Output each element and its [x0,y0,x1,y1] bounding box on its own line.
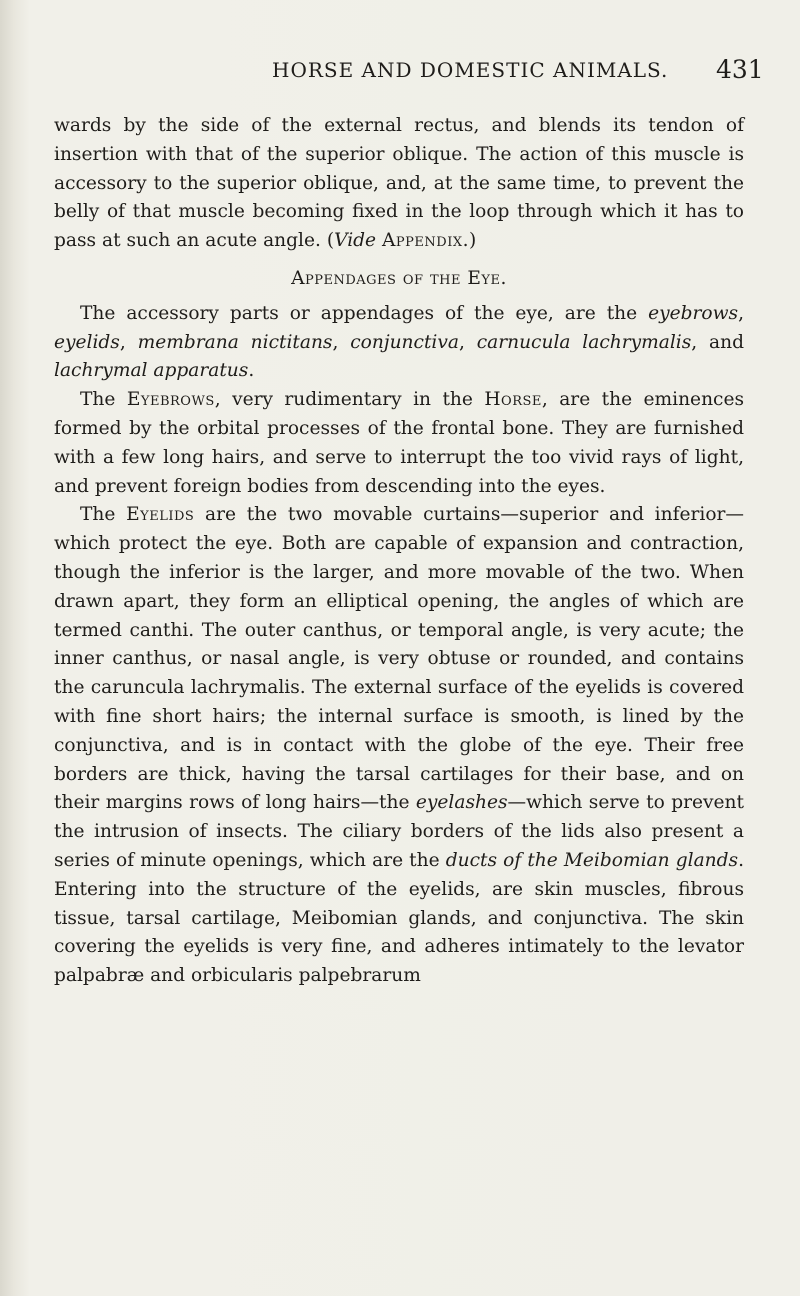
continuation-close: ) [469,230,477,252]
text-run: , [332,331,351,353]
appendix-reference: Appendix. [381,230,469,252]
text-run: , and [691,331,744,353]
text-run: , are the eminences formed by the orbital processes of the frontal bone. They are furnished with a few long hairs, and serve to interrupt the too vivid rays of light, and prevent foreign bodies from descending into the eyes. [54,389,744,497]
term-eyelids-heading: Eyelids [126,504,195,526]
text-run: The accessory parts or appendages of the eye, are the [80,302,649,324]
term-conjunctiva: conjunctiva [350,331,459,353]
body-text [54,112,744,991]
vide-word: Vide [334,230,377,252]
paragraph-eyelids [54,501,744,991]
term-eyebrows-heading: Eyebrows [126,389,215,411]
text-run: , [738,302,744,324]
continuation-text: wards by the side of the external rectus, and blends its tendon of insertion with that of the superior oblique. The action of this muscle is accessory to the superior oblique, and, at the same time, to prevent the belly of that muscle becoming fixed in the loop through which it has to pass at such an acute angle. ( [54,115,744,252]
term-horse: Horse [484,389,542,411]
text-run: The [80,504,127,526]
text-run: —which serve to prevent the intrusion of insects. The ciliary borders of the lids also present a series of minute openings, which are the [54,792,744,871]
paragraph-continuation [54,112,744,256]
term-meibomian-ducts: ducts of the Meibomian glands [445,849,739,871]
text-run: , very rudimentary in the [214,389,485,411]
text-run: The [80,389,127,411]
text-run: . [248,360,255,382]
term-eyelashes: eyelashes [415,792,508,814]
paragraph-eyebrows [54,386,744,501]
term-eyebrows: eyebrows [648,302,739,324]
paragraph-appendages [54,300,744,386]
text-run: , [119,331,138,353]
text-run: . Entering into the structure of the eyelids, are skin muscles, fibrous tissue, tarsal cartilage, Meibomian glands, and conjunctiva. The skin covering the eyelids is very fine, and adheres intimately to the levator palpabræ and orbicularis palpebrarum [54,849,744,987]
term-eyelids: eyelids [54,331,120,353]
section-heading: Appendages of the Eye. [291,267,507,289]
running-title: HORSE AND DOMESTIC ANIMALS. [272,58,669,82]
running-head [0,55,800,98]
text-run: , [458,331,477,353]
term-membrana-nictitans: membrana nictitans [137,331,333,353]
page-number: 431 [716,55,764,84]
term-carnucula-lachrymalis: carnucula lachrymalis [476,331,692,353]
term-lachrymal-apparatus: lachrymal apparatus [54,360,249,382]
text-run: are the two movable curtains—superior and inferior—which protect the eye. Both are capable of expansion and contraction, though the inferior is the larger, and more movable of the two. When drawn apart, they form an elliptical opening, the angles of which are termed canthi. The outer canthus, or temporal angle, is very acute; the inner canthus, or nasal angle, is very obtuse or rounded, and contains the caruncula lachrymalis. The external surface of the eyelids is covered with fine short hairs; the internal surface is smooth, is lined by the conjunctiva, and is in contact with the globe of the eye. Their free borders are thick, having the tarsal cartilages for their base, and on their margins rows of long hairs—the [54,504,744,814]
